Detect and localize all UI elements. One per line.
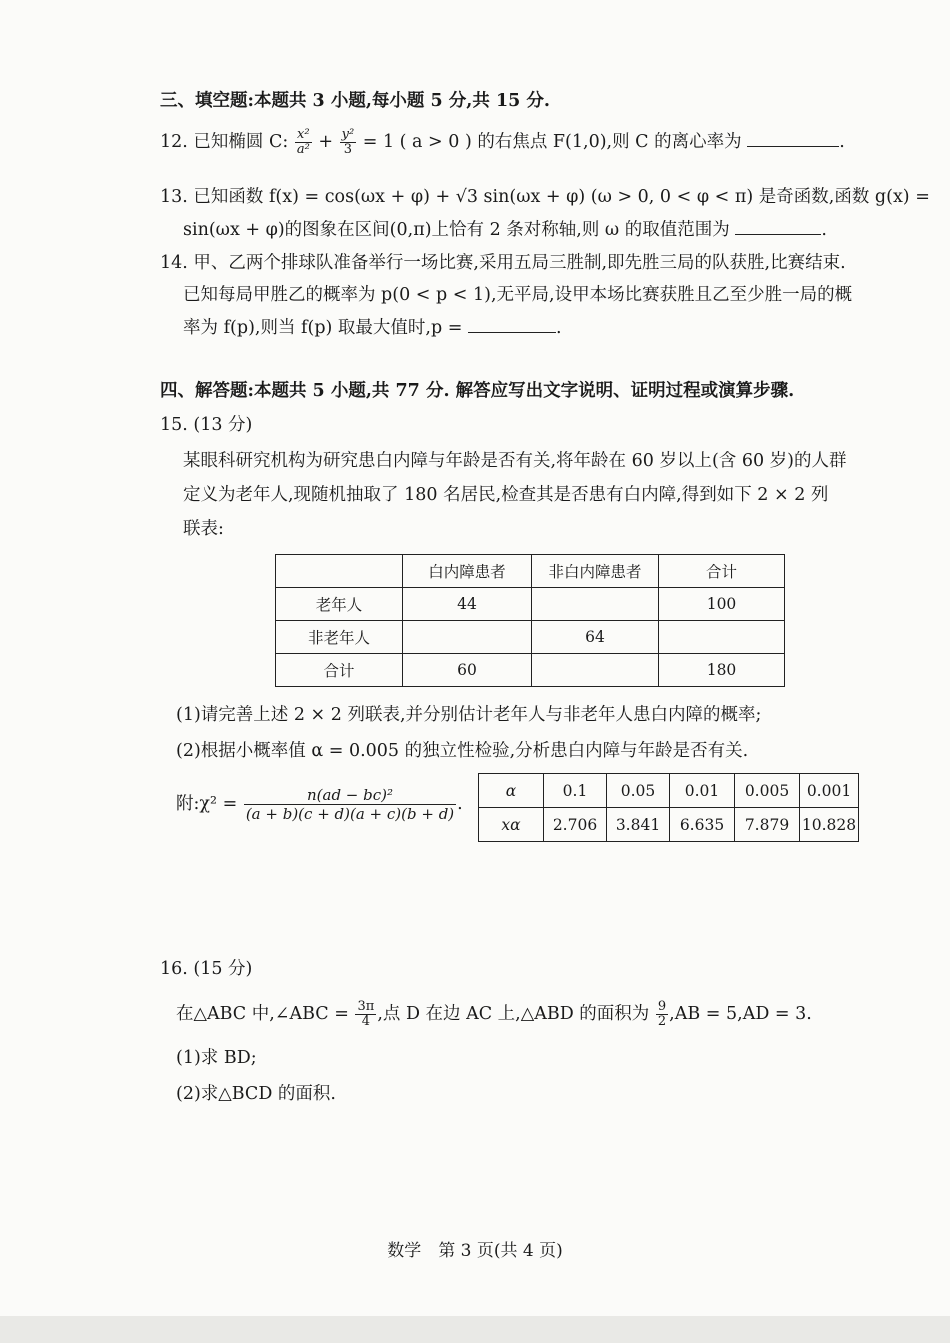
table-row: xα 2.706 3.841 6.635 7.879 10.828 [479, 808, 859, 842]
question-13-line2: sin(ωx + φ)的图象在区间(0,π)上恰有 2 条对称轴,则 ω 的取值范围为 . [183, 216, 827, 243]
table-row: 合计 60 180 [276, 654, 785, 687]
question-13-line1: 13. 已知函数 f(x) = cos(ωx + φ) + √3 sin(ωx + φ) (ω > 0, 0 < φ < π) 是奇函数,函数 g(x) = [160, 187, 930, 207]
answer-blank-14 [468, 314, 556, 333]
table-row: 白内障患者 非白内障患者 合计 [276, 555, 785, 588]
table-row: α 0.1 0.05 0.01 0.005 0.001 [479, 774, 859, 808]
question-15-para1: 某眼科研究机构为研究患白内障与年龄是否有关,将年龄在 60 岁以上(含 60 岁)的人群 [183, 451, 847, 471]
question-14-line1: 14. 甲、乙两个排球队准备举行一场比赛,采用五局三胜制,即先胜三局的队获胜,比赛结束. [160, 253, 846, 273]
chi-square-formula: 附:χ² = $\frac{\text{n(ad − bc)²}}{(a + b)(c + d)(a + c)(b + d)}$ . [176, 786, 463, 823]
question-15-number: 15. (13 分) [160, 415, 253, 435]
question-15-para2: 定义为老年人,现随机抽取了 180 名居民,检查其是否患有白内障,得到如下 2 × 2 列 [183, 485, 829, 505]
answer-blank-12 [747, 128, 839, 147]
question-16-sub2: (2)求△BCD 的面积. [176, 1084, 336, 1104]
contingency-table [275, 554, 785, 687]
table-row: 老年人 44 100 [276, 588, 785, 621]
page-footer: 数学 第 3 页(共 4 页) [387, 1241, 563, 1261]
critical-value-table [478, 773, 859, 842]
question-16-number: 16. (15 分) [160, 959, 253, 979]
question-15-sub2: (2)根据小概率值 α = 0.005 的独立性检验,分析患白内障与年龄是否有关. [176, 741, 749, 761]
question-16-stem: 在△ABC 中,∠ABC = $\frac{3\pi}{4}$ ,点 D 在边 AC 上,△ABD 的面积为 $\frac{9}{2}$ ,AB = 5,AD = 3. [176, 999, 812, 1029]
fraction-x2-a2: $\frac{\text{x²}}{\text{a²}}$ [296, 127, 310, 157]
section3-heading: 三、填空题:本题共 3 小题,每小题 5 分,共 15 分. [160, 91, 550, 111]
question-15-para3: 联表: [183, 519, 224, 539]
question-15-sub1: (1)请完善上述 2 × 2 列联表,并分别估计老年人与非老年人患白内障的概率; [176, 705, 762, 725]
question-14-line3: 率为 f(p),则当 f(p) 取最大值时,p = . [183, 314, 562, 341]
answer-blank-13 [735, 216, 821, 235]
question-16-sub1: (1)求 BD; [176, 1048, 257, 1068]
question-14-line2: 已知每局甲胜乙的概率为 p(0 < p < 1),无平局,设甲本场比赛获胜且乙至少胜一局的概 [183, 285, 853, 305]
fraction-y2-3: $\frac{\text{y²}}{3}$ [341, 127, 355, 157]
table-row: 非老年人 64 [276, 621, 785, 654]
question-12: 12. 已知椭圆 C: $\frac{\text{x²}}{\text{a²}}$ + $\frac{\text{y²}}{3}$ = 1 ( a > 0 ) 的右焦点 F(1,0),则 C 的离心率为 . [160, 127, 845, 157]
section4-heading: 四、解答题:本题共 5 小题,共 77 分. 解答应写出文字说明、证明过程或演算步骤. [160, 381, 795, 401]
scan-edge [0, 1316, 950, 1343]
